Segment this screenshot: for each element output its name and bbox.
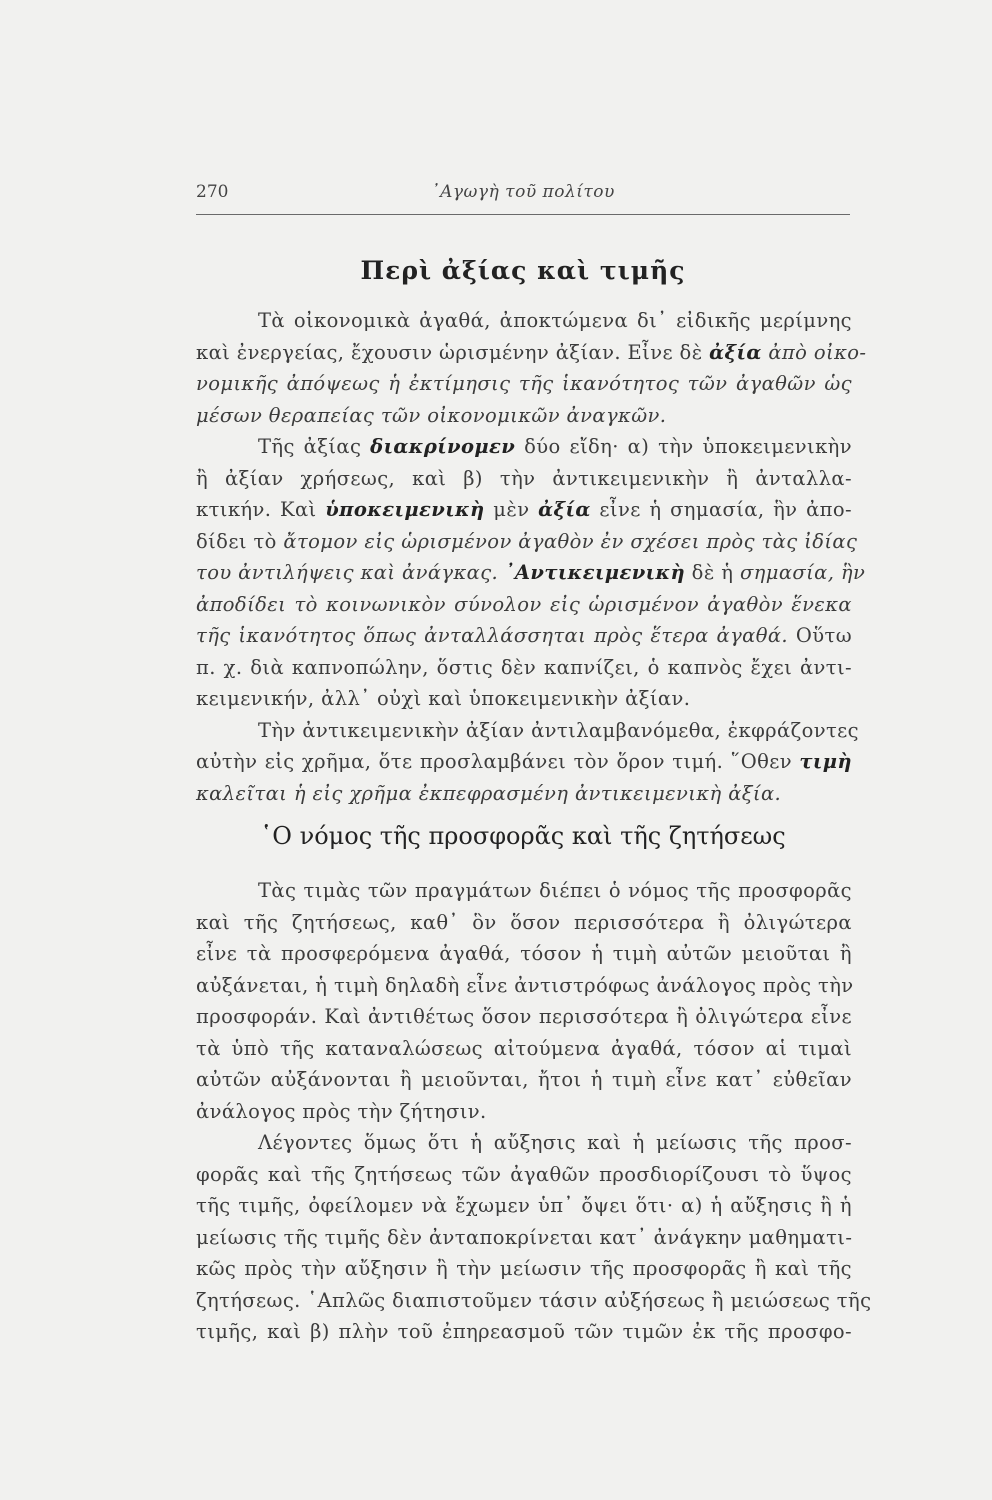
text-segment: σημασία, ἣν xyxy=(739,561,866,584)
text-line xyxy=(196,938,852,970)
text-segment: φορᾶς καὶ τῆς ζητήσεως τῶν ἀγαθῶν προσδιορίζουσι τὸ ὕψος xyxy=(196,1162,852,1186)
emphasized-term: διακρίνομεν xyxy=(370,435,516,458)
text-line xyxy=(196,683,852,715)
text-line xyxy=(196,494,852,526)
section-body-value-price xyxy=(196,305,867,809)
text-line xyxy=(196,875,852,907)
text-line xyxy=(196,1285,872,1317)
emphasized-term: τιμὴ xyxy=(799,750,852,773)
text-line xyxy=(196,1159,852,1191)
text-segment: αὐτὴν εἰς χρῆμα, ὅτε προσλαμβάνει τὸν ὅρον τιμή. ῞Οθεν xyxy=(196,750,800,773)
text-segment: τιμῆς, καὶ β) πλὴν τοῦ ἐπηρεασμοῦ τῶν τιμῶν ἐκ τῆς προσφο- xyxy=(196,1320,852,1343)
text-line xyxy=(196,305,852,337)
text-segment: π. χ. διὰ καπνοπώλην, ὅστις δὲν καπνίζει, ὁ καπνὸς ἔχει ἀντι- xyxy=(196,655,852,679)
text-segment: Οὕτω xyxy=(795,624,852,647)
text-line xyxy=(196,400,852,432)
text-segment: προσφοράν. Καὶ ἀντιθέτως ὅσον περισσότερα ἢ ὀλιγώτερα εἶνε xyxy=(196,1005,852,1028)
text-segment: εἶνε τὰ προσφερόμενα ἀγαθά, τόσον ἡ τιμὴ αὐτῶν μειοῦται ἢ xyxy=(196,942,852,965)
text-segment: μείωσις τῆς τιμῆς δὲν ἀνταποκρίνεται κατ᾽ ἀνάγκην μαθηματι- xyxy=(196,1225,853,1249)
text-segment: Τὰς τιμὰς τῶν πραγμάτων διέπει ὁ νόμος τῆς προσφορᾶς xyxy=(258,879,852,902)
section-heading-value-price: Περὶ ἀξίας καὶ τιμῆς xyxy=(360,256,686,285)
text-segment: ζητήσεως. ῾Απλῶς διαπιστοῦμεν τάσιν αὐξήσεως ἢ μειώσεως τῆς xyxy=(196,1288,872,1312)
text-line xyxy=(196,970,852,1002)
section-body-supply-demand xyxy=(196,875,872,1348)
text-line xyxy=(196,1096,852,1128)
emphasized-term: ἀξία xyxy=(538,498,591,521)
text-segment: Τῆς ἀξίας xyxy=(258,435,371,458)
text-line xyxy=(196,746,852,778)
text-line xyxy=(196,1064,852,1096)
text-line xyxy=(196,1316,852,1348)
text-segment: αὐτῶν αὐξάνονται ἢ μειοῦνται, ἤτοι ἡ τιμὴ εἶνε κατ᾽ εὐθεῖαν xyxy=(196,1068,852,1091)
text-segment: δύο εἴδη· α) τὴν ὑποκειμενικὴν xyxy=(515,435,852,458)
text-segment: ἀποδίδει τὸ κοινωνικὸν σύνολον εἰς ὡρισμένον ἀγαθὸν ἕνεκα xyxy=(196,592,852,616)
text-line xyxy=(196,1033,852,1065)
text-segment: αὐξάνεται, ἡ τιμὴ δηλαδὴ εἶνε ἀντιστρόφως ἀνάλογος πρὸς τὴν xyxy=(196,973,854,997)
text-segment: δὲ ἡ xyxy=(685,561,740,584)
text-segment: Λέγοντες ὅμως ὅτι ἡ αὔξησις καὶ ἡ μείωσις τῆς προσ- xyxy=(258,1131,852,1154)
text-line xyxy=(196,1222,852,1254)
text-line xyxy=(196,526,858,558)
text-segment: Τὴν ἀντικειμενικὴν ἀξίαν ἀντιλαμβανόμεθα, ἐκφράζοντες xyxy=(258,718,859,742)
text-segment: μέσων θεραπείας τῶν οἰκονομικῶν ἀναγκῶν. xyxy=(196,403,667,427)
text-segment: εἶνε ἡ σημασία, ἣν ἀπο- xyxy=(590,498,852,521)
text-line xyxy=(196,589,852,621)
text-line xyxy=(196,1253,852,1285)
text-line xyxy=(196,715,859,747)
section-heading-supply-demand: ῾Ο νόμος τῆς προσφορᾶς καὶ τῆς ζητήσεως xyxy=(260,822,786,850)
text-line xyxy=(196,463,852,495)
text-segment: δίδει τὸ xyxy=(196,529,284,553)
emphasized-term: ἀξία xyxy=(709,340,762,364)
text-segment: ἀνάλογος πρὸς τὴν ζήτησιν. xyxy=(196,1099,487,1123)
text-segment: κειμενικήν, ἀλλ᾽ οὐχὶ καὶ ὑποκειμενικὴν ἀξίαν. xyxy=(196,687,691,710)
text-line xyxy=(196,907,852,939)
text-segment: νομικῆς ἀπόψεως ἡ ἐκτίμησις τῆς ἱκανότητος τῶν ἀγαθῶν ὡς xyxy=(196,372,852,395)
text-line xyxy=(196,620,852,652)
text-segment: καὶ ἐνεργείας, ἔχουσιν ὡρισμένην ἀξίαν. Εἶνε δὲ xyxy=(196,340,710,364)
text-line xyxy=(196,1190,852,1222)
text-segment: τῆς τιμῆς, ὀφείλομεν νὰ ἔχωμεν ὑπ᾽ ὄψει ὅτι· α) ἡ αὔξησις ἢ ἡ xyxy=(196,1194,852,1217)
text-segment: κῶς πρὸς τὴν αὔξησιν ἢ τὴν μείωσιν τῆς προσφορᾶς ἢ καὶ τῆς xyxy=(196,1257,852,1280)
text-segment: ἀπὸ οἰκο- xyxy=(761,340,867,364)
page-number: 270 xyxy=(196,182,229,202)
text-line xyxy=(196,1001,852,1033)
text-segment: του ἀντιλήψεις καὶ ἀνάγκας. xyxy=(196,561,505,584)
text-line xyxy=(196,337,867,369)
emphasized-term: ᾿Αντικειμενικὴ xyxy=(504,561,686,584)
text-line xyxy=(196,652,852,684)
running-title: ᾿Αγωγὴ τοῦ πολίτου xyxy=(431,182,615,202)
text-segment: Τὰ οἰκονομικὰ ἀγαθά, ἀποκτώμενα δι᾽ εἰδικῆς μερίμνης xyxy=(258,309,852,332)
text-line xyxy=(196,368,852,400)
text-segment: τῆς ἱκανότητος ὅπως ἀνταλλάσσηται πρὸς ἕτερα ἀγαθά. xyxy=(196,624,796,647)
text-line xyxy=(196,1127,852,1159)
text-segment: ἄτομον εἰς ὡρισμένον ἀγαθὸν ἐν σχέσει πρὸς τὰς ἰδίας xyxy=(283,529,858,553)
text-segment: μὲν xyxy=(484,498,539,521)
emphasized-term: ὑποκειμενικὴ xyxy=(325,498,485,521)
text-line xyxy=(196,431,852,463)
text-line xyxy=(196,778,852,810)
text-segment: τὰ ὑπὸ τῆς καταναλώσεως αἰτούμενα ἀγαθά, τόσον αἱ τιμαὶ xyxy=(196,1036,852,1060)
text-segment: καὶ τῆς ζητήσεως, καθ᾽ ὃν ὅσον περισσότερα ἢ ὀλιγώτερα xyxy=(196,910,852,934)
text-line xyxy=(196,557,866,589)
text-segment: καλεῖται ἡ εἰς χρῆμα ἐκπεφρασμένη ἀντικειμενικὴ ἀξία. xyxy=(196,781,782,805)
text-segment: ἢ ἀξίαν χρήσεως, καὶ β) τὴν ἀντικειμενικὴν ἢ ἀνταλλα- xyxy=(196,466,852,490)
text-segment: κτικήν. Καὶ xyxy=(196,498,326,521)
header-rule xyxy=(196,214,850,215)
